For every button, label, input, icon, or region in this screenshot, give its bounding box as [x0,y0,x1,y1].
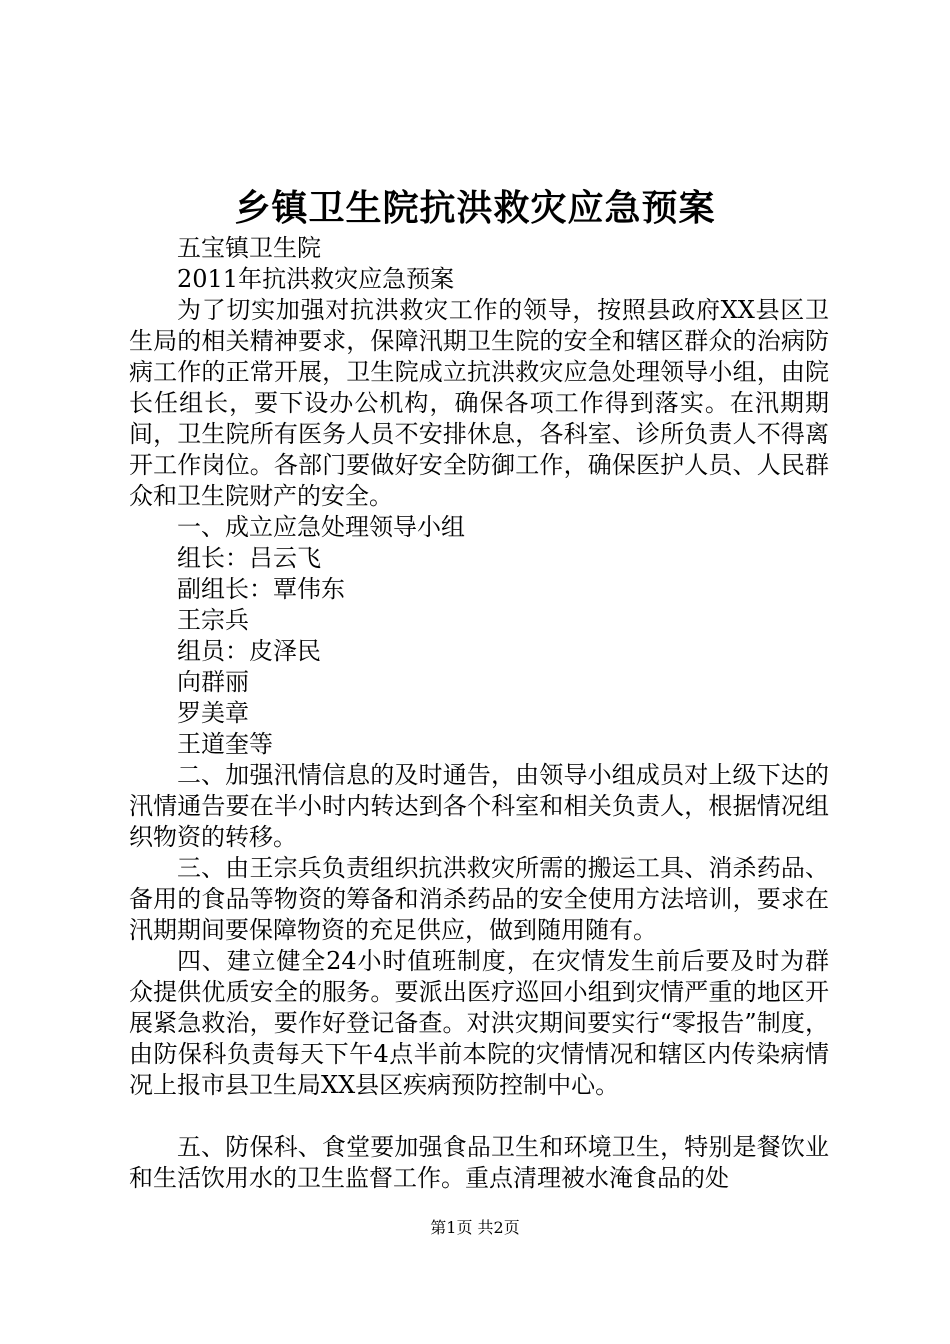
paragraph-member-3: 罗美章 [177,699,249,727]
paragraph-group-leader: 组长：吕云飞 [177,544,321,572]
paragraph-deputy-leader: 副组长：覃伟东 [177,575,345,603]
section-2: 二、加强汛情信息的及时通告，由领导小组成员对上级下达的汛情通告要在半小时内转达到各个科室和相关负责人，根据情况组织物资的转移。 [129,761,829,851]
paragraph-hospital-name: 五宝镇卫生院 [177,234,321,262]
section-5: 五、防保科、食堂要加强食品卫生和环境卫生，特别是餐饮业和生活饮用水的卫生监督工作。重点清理被水淹食品的处 [129,1133,829,1192]
document-body [129,233,829,1194]
paragraph-deputy-leader-2: 王宗兵 [177,606,249,634]
paragraph-member-4: 王道奎等 [177,730,273,758]
page-number-footer: 第1页 共2页 [430,1218,520,1237]
section-heading-1: 一、成立应急处理领导小组 [177,513,465,541]
paragraph-plan-name: 2011年抗洪救灾应急预案 [177,265,455,293]
paragraph-intro: 为了切实加强对抗洪救灾工作的领导，按照县政府XX县区卫生局的相关精神要求，保障汛期卫生院的安全和辖区群众的治病防病工作的正常开展，卫生院成立抗洪救灾应急处理领导小组，由院长任组长，要下设办公机构，确保各项工作得到落实。在汛期期间，卫生院所有医务人员不安排休息，各科室、诊所负责人不得离开工作岗位。各部门要做好安全防御工作，确保医护人员、人民群众和卫生院财产的安全。 [129,296,829,510]
document-title: 乡镇卫生院抗洪救灾应急预案 [234,187,716,229]
paragraph-members: 组员：皮泽民 [177,637,321,665]
section-4: 四、建立健全24小时值班制度，在灾情发生前后要及时为群众提供优质安全的服务。要派出医疗巡回小组到灾情严重的地区开展紧急救治，要作好登记备查。对洪灾期间要实行“零报告”制度，由防保科负责每天下午4点半前本院的灾情情况和辖区内传染病情况上报市县卫生局XX县区疾病预防控制中心。 [129,947,829,1099]
section-3: 三、由王宗兵负责组织抗洪救灾所需的搬运工具、消杀药品、备用的食品等物资的筹备和消杀药品的安全使用方法培训，要求在汛期期间要保障物资的充足供应，做到随用随有。 [129,854,829,944]
paragraph-member-2: 向群丽 [177,668,249,696]
